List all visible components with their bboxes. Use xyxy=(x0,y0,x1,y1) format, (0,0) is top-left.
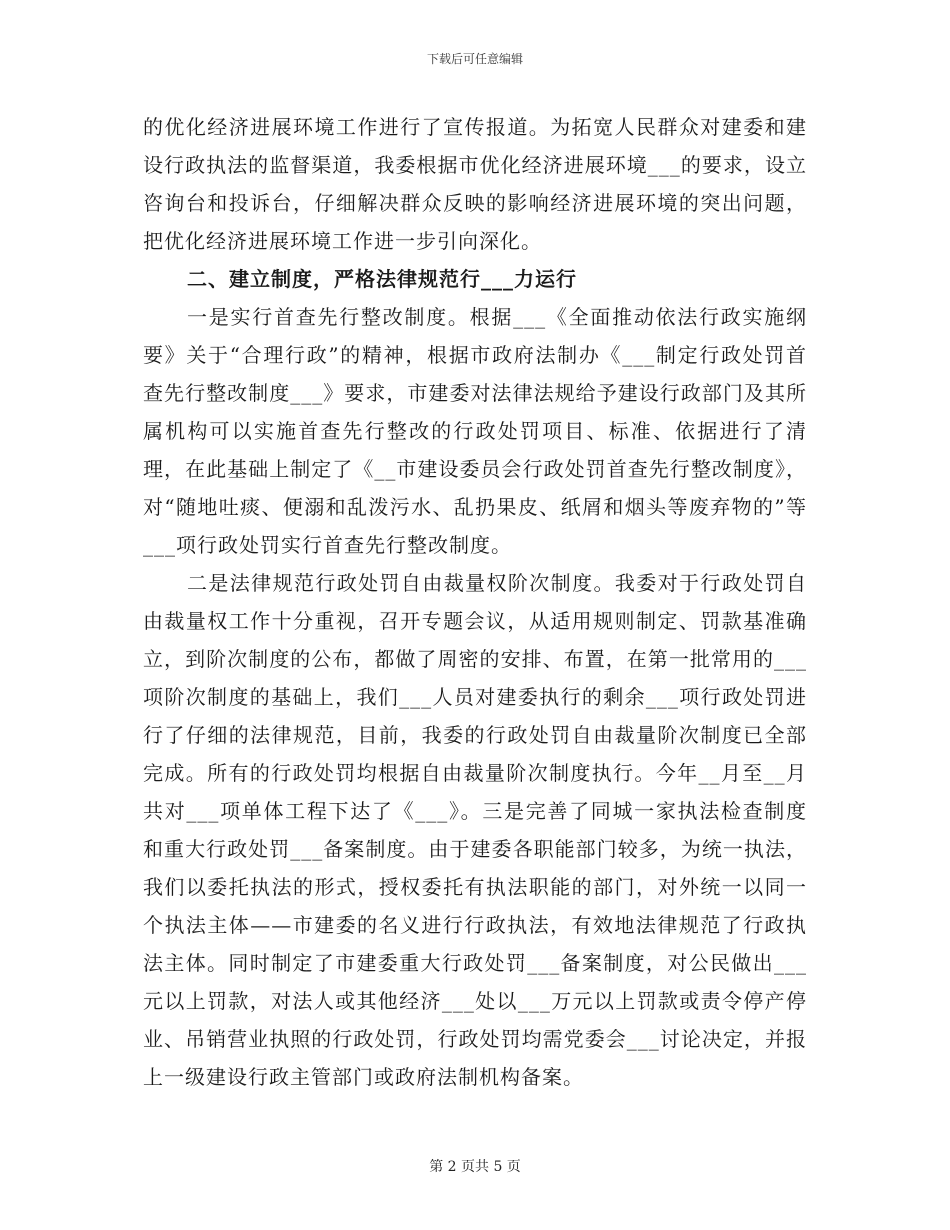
paragraph-second-system: 二是法律规范行政处罚自由裁量权阶次制度。我委对于行政处罚自由裁量权工作十分重视，召开专题会议，从适用规则制定、罚款基准确立，到阶次制度的公布，都做了周密的安排、布置，在第一批常用的___项阶次制度的基础上，我们___人员对建委执行的剩余___项行政处罚进行了仔细的法律规范，目前，我委的行政处罚自由裁量阶次制度已全部完成。所有的行政处罚均根据自由裁量阶次制度执行。今年__月至__月共对___项单体工程下达了《___》。三是完善了同城一家执法检查制度和重大行政处罚___备案制度。由于建委各职能部门较多，为统一执法，我们以委托执法的形式，授权委托有执法职能的部门，对外统一以同一个执法主体——市建委的名义进行行政执法，有效地法律规范了行政执法主体。同时制定了市建委重大行政处罚___备案制度，对公民做出___元以上罚款，对法人或其他经济___处以___万元以上罚款或责令停产停业、吊销营业执照的行政处罚，行政处罚均需党委会___讨论决定，并报上一级建设行政主管部门或政府法制机构备案。 xyxy=(143,571,807,1089)
page-footer: 第 2 页共 5 页 xyxy=(429,1159,521,1175)
page-header: 下载后可任意编辑 xyxy=(426,52,523,66)
document-body xyxy=(143,108,807,1096)
paragraph-first-system: 一是实行首查先行整改制度。根据___《全面推动依法行政实施纲要》关于“合理行政”的精神，根据市政府法制办《___制定行政处罚首查先行整改制度___》要求，市建委对法律法规给予建设行政部门及其所属机构可以实施首查先行整改的行政处罚项目、标准、依据进行了清理，在此基础上制定了《__市建设委员会行政处罚首查先行整改制度》，对“随地吐痰、便溺和乱泼污水、乱扔果皮、纸屑和烟头等废弃物的”等___项行政处罚实行首查先行整改制度。 xyxy=(143,305,807,557)
paragraph-continued: 的优化经济进展环境工作进行了宣传报道。为拓宽人民群众对建委和建设行政执法的监督渠道，我委根据市优化经济进展环境___的要求，设立咨询台和投诉台，仔细解决群众反映的影响经济进展环境的突出问题，把优化经济进展环境工作进一步引向深化。 xyxy=(143,115,807,253)
section-heading: 二、建立制度，严格法律规范行___力运行 xyxy=(187,267,577,291)
